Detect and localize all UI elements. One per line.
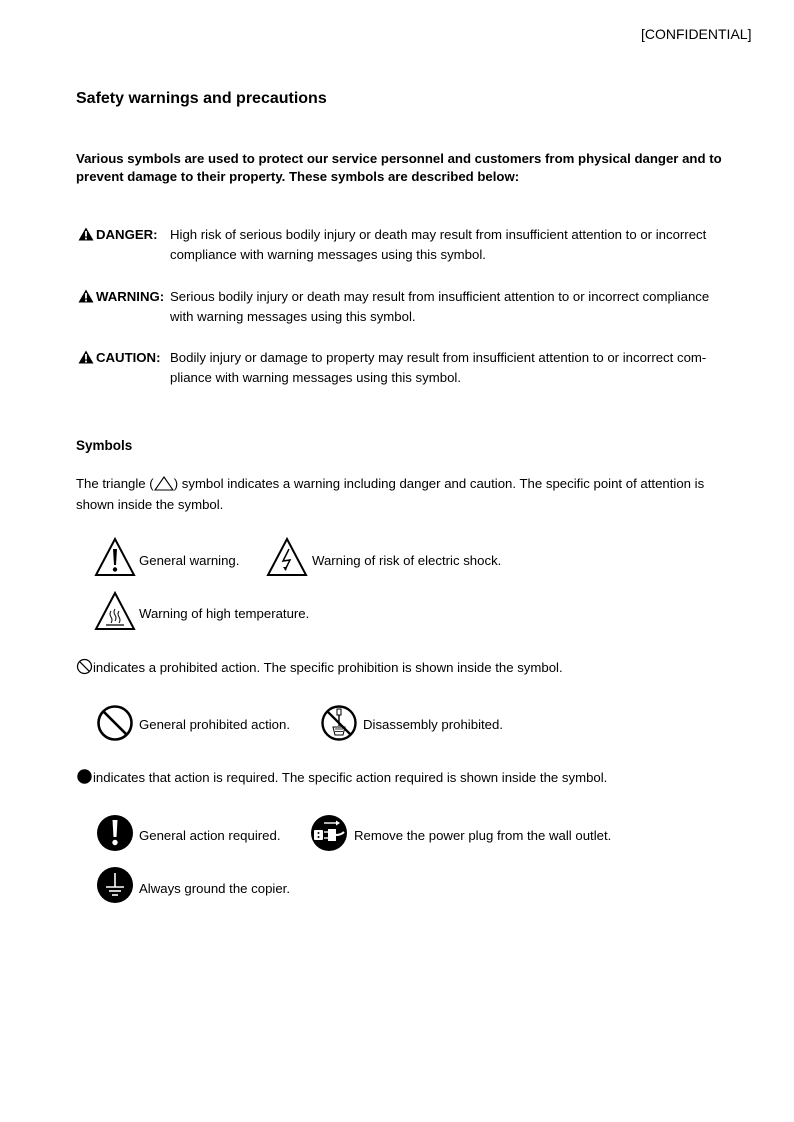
page-title: Safety warnings and precautions — [76, 90, 327, 107]
intro-paragraph: Various symbols are used to protect our service personnel and customers from physical danger and to prevent damage to their property. These symbols are described below: — [76, 151, 722, 184]
general-action-required-label: General action required. — [139, 828, 281, 843]
ground-label: Always ground the copier. — [139, 881, 291, 896]
general-warning-icon — [94, 537, 136, 577]
general-warning-label: General warning. — [139, 553, 240, 568]
caution-text: Bodily injury or damage to property may result from insufficient attention to or incorrect com-pliance with warning messages using this symbol. — [170, 350, 707, 385]
required-paragraph — [76, 767, 716, 788]
danger-text: High risk of serious bodily injury or death may result from insufficient attention to or incorrect compliance with warning messages using this symbol. — [170, 227, 707, 262]
warning-label-wrap — [78, 287, 164, 307]
triangle-outline-icon — [154, 476, 174, 491]
triangle-text-before: The triangle ( — [76, 476, 154, 491]
confidential-label: [CONFIDENTIAL] — [641, 26, 752, 42]
symbols-heading: Symbols — [76, 438, 133, 453]
remove-plug-label: Remove the power plug from the wall outlet. — [354, 828, 612, 843]
high-temperature-label: Warning of high temperature. — [139, 606, 310, 621]
danger-label-wrap — [78, 225, 158, 245]
general-prohibited-icon — [96, 704, 134, 742]
caution-label-wrap — [78, 348, 160, 368]
disassembly-prohibited-label: Disassembly prohibited. — [363, 717, 503, 732]
triangle-text-after: ) symbol indicates a warning including danger and caution. The specific point of attention is shown inside the symbol. — [76, 476, 705, 512]
warning-label: WARNING: — [96, 289, 165, 304]
general-prohibited-label: General prohibited action. — [139, 717, 291, 732]
remove-plug-icon — [310, 814, 348, 852]
required-small-icon — [76, 768, 93, 785]
prohibited-text: indicates a prohibited action. The specific prohibition is shown inside the symbol. — [93, 660, 563, 675]
danger-triangle-icon — [78, 227, 94, 241]
prohibited-paragraph — [76, 657, 716, 678]
disassembly-prohibited-icon — [320, 704, 358, 742]
electric-shock-label: Warning of risk of electric shock. — [312, 553, 502, 568]
caution-label: CAUTION: — [96, 350, 161, 365]
prohibited-small-icon — [76, 658, 93, 675]
triangle-paragraph — [76, 473, 716, 515]
high-temperature-icon — [94, 591, 136, 631]
ground-icon — [96, 866, 134, 904]
caution-triangle-icon — [78, 350, 94, 364]
required-text: indicates that action is required. The specific action required is shown inside the symbol. — [93, 770, 608, 785]
warning-triangle-icon — [78, 289, 94, 303]
danger-label: DANGER: — [96, 227, 158, 242]
warning-text: Serious bodily injury or death may result from insufficient attention to or incorrect compliance with warning messages using this symbol. — [170, 289, 710, 324]
general-action-required-icon — [96, 814, 134, 852]
electric-shock-icon — [266, 537, 308, 577]
